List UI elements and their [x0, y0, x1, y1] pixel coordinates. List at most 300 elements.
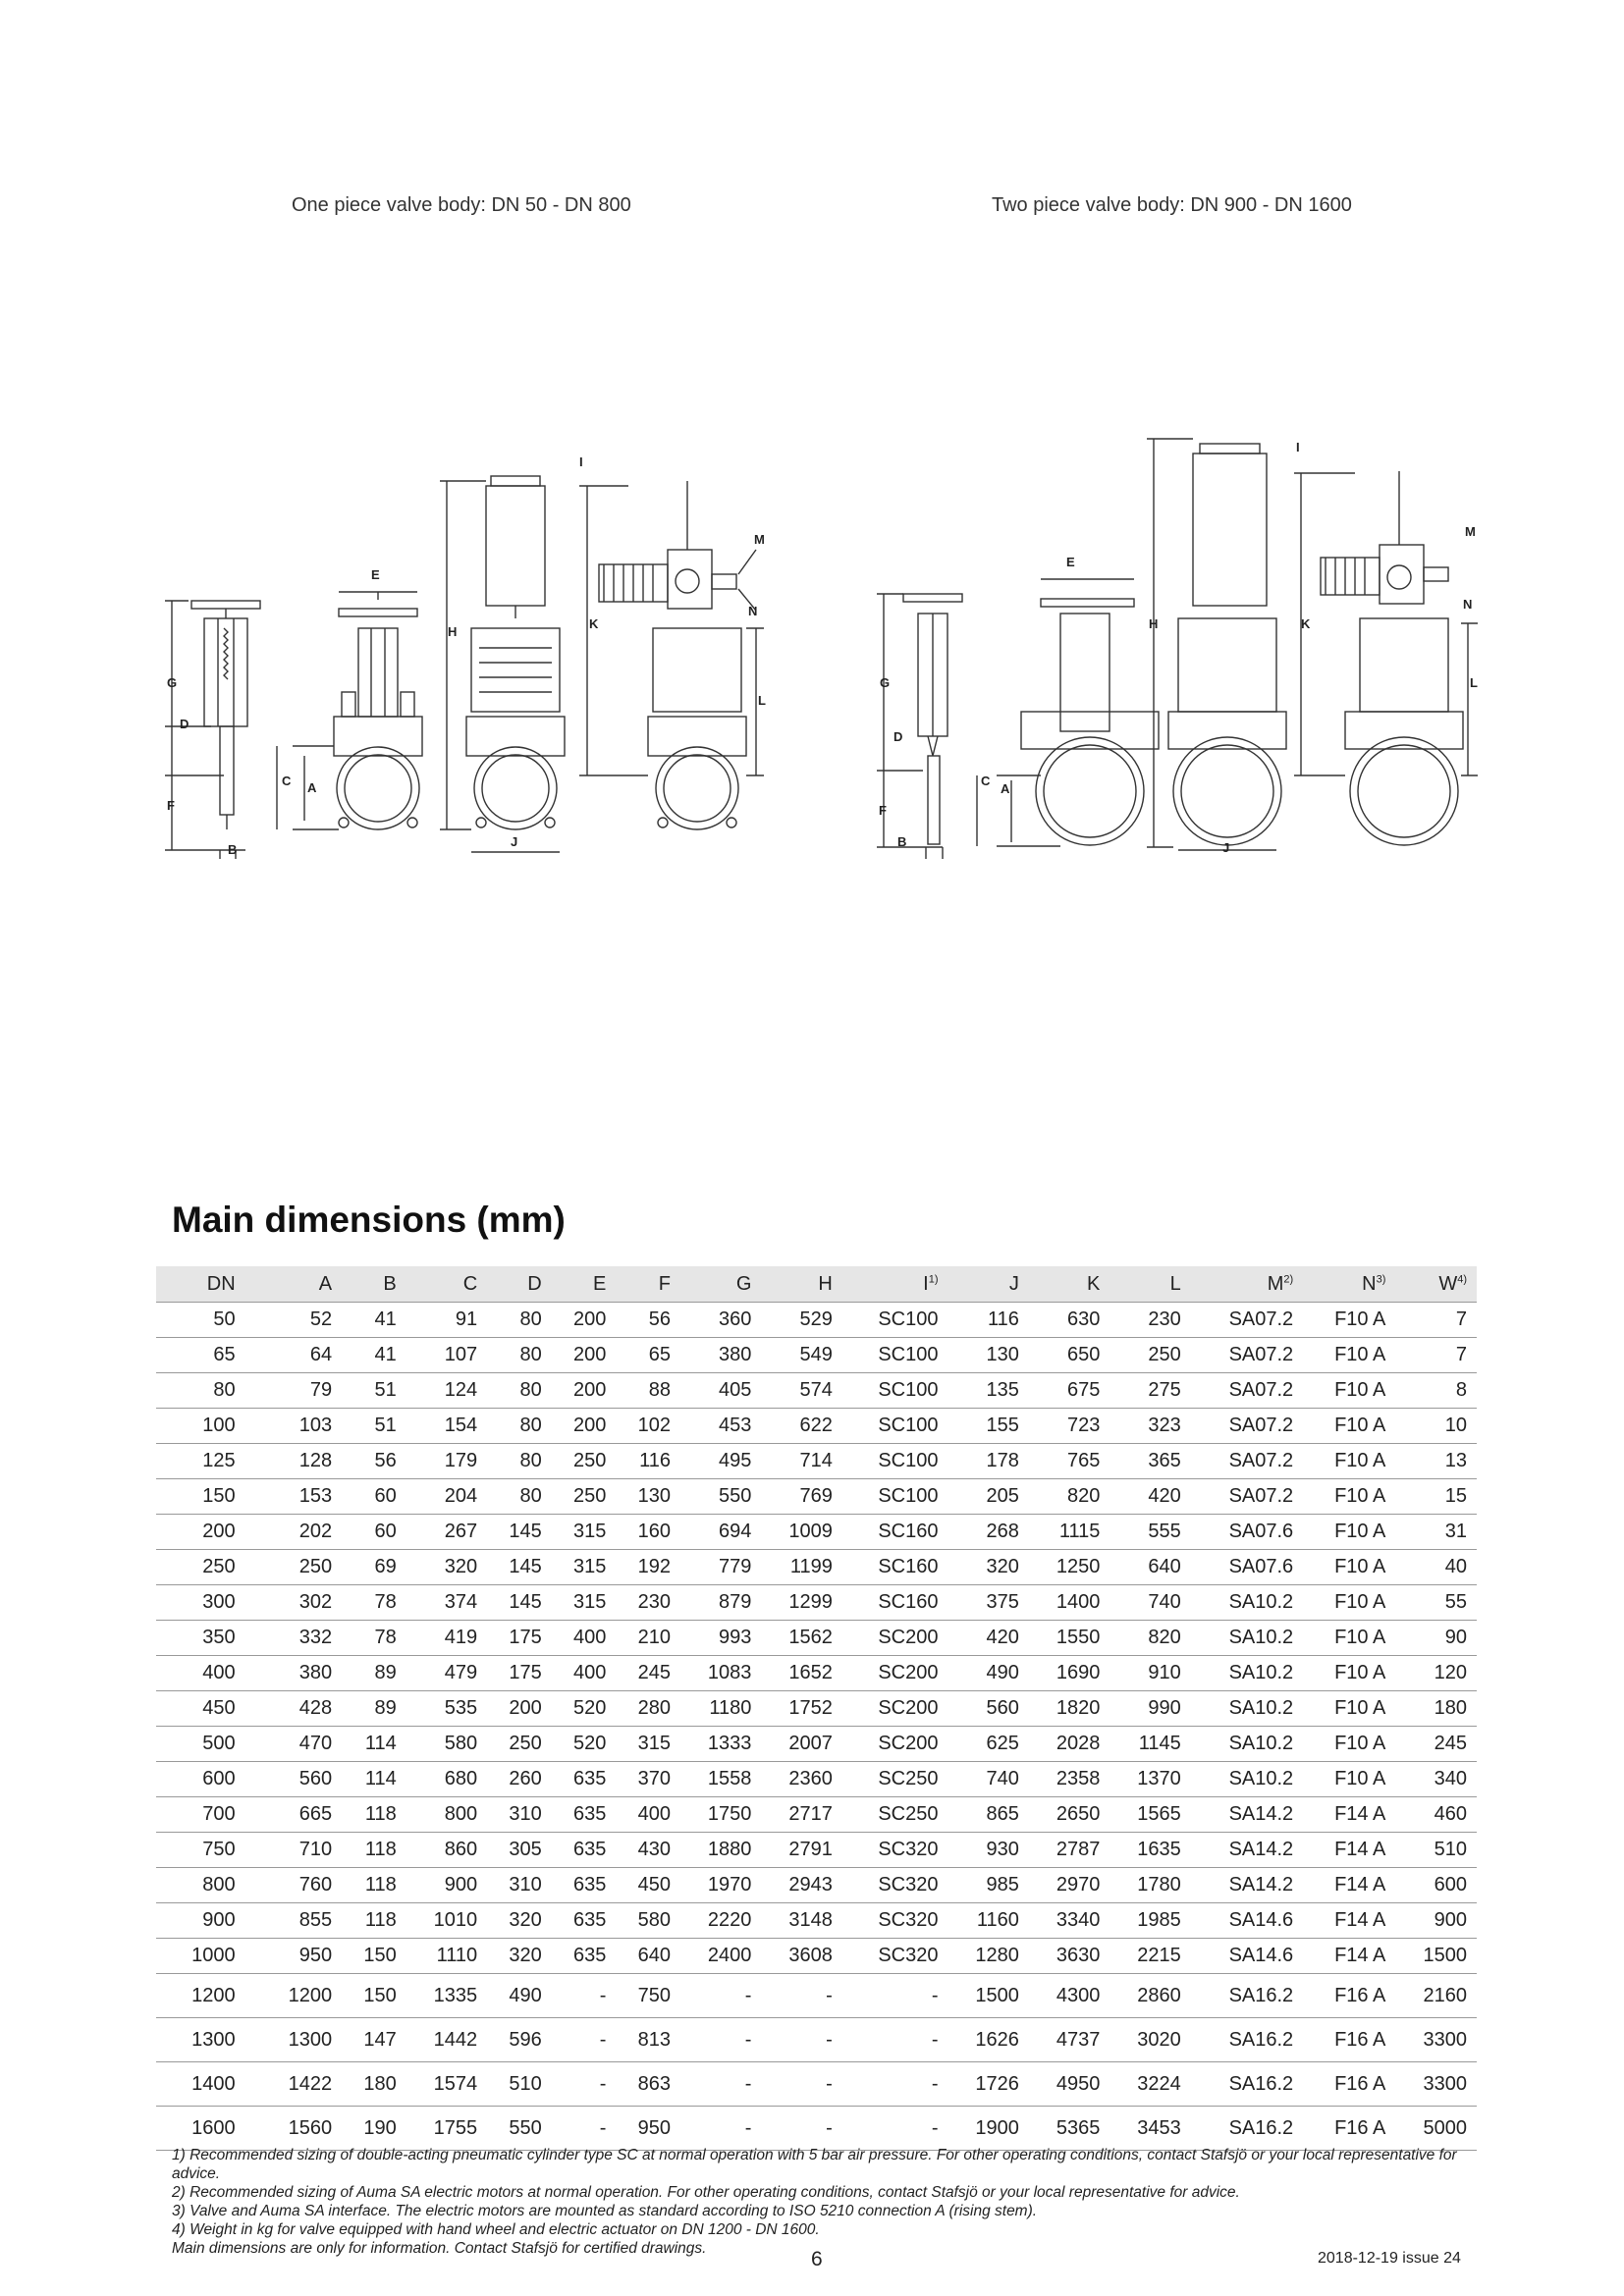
table-cell: 560: [947, 1691, 1028, 1727]
table-cell: 1200: [261, 1974, 342, 2018]
table-cell: 1280: [947, 1939, 1028, 1974]
front-view-electric: [579, 481, 764, 829]
table-row: [156, 1797, 1477, 1833]
table-cell: 950: [261, 1939, 342, 1974]
table-cell: SA07.6: [1191, 1550, 1303, 1585]
table-cell: 50: [156, 1303, 261, 1338]
table-cell: SA07.2: [1191, 1409, 1303, 1444]
column-header-i: $I^{1)}$: [923, 1272, 939, 1295]
column-header-w: $W^{4)}$: [1438, 1272, 1467, 1295]
table-cell: 245: [616, 1656, 680, 1691]
table-cell: 1752: [761, 1691, 841, 1727]
table-row: [156, 1621, 1477, 1656]
table-cell: 549: [761, 1338, 841, 1373]
table-cell: 80: [487, 1303, 552, 1338]
table-cell: -: [761, 2062, 841, 2107]
table-cell: 769: [761, 1479, 841, 1515]
table-cell: 118: [342, 1797, 406, 1833]
front-view-pneumatic: [440, 476, 565, 852]
table-cell: 150: [342, 1974, 406, 2018]
table-cell: 625: [947, 1727, 1028, 1762]
table-cell: 1750: [680, 1797, 761, 1833]
table-cell: 64: [261, 1338, 342, 1373]
table-cell: 3300: [1395, 2062, 1477, 2107]
caption-one-piece: One piece valve body: DN 50 - DN 800: [292, 194, 631, 216]
table-cell: 190: [342, 2107, 406, 2151]
table-cell: 80: [487, 1409, 552, 1444]
table-cell: 145: [487, 1515, 552, 1550]
table-cell: 179: [406, 1444, 487, 1479]
table-cell: 155: [947, 1409, 1028, 1444]
table-cell: 450: [616, 1868, 680, 1903]
table-cell: -: [842, 2107, 948, 2151]
table-cell: 5000: [1395, 2107, 1477, 2151]
footnote: 4) Weight in kg for valve equipped with hand wheel and electric actuator on DN 1200 - DN 1600.: [172, 2221, 820, 2238]
table-cell: SA10.2: [1191, 1656, 1303, 1691]
table-cell: F16 A: [1303, 2107, 1395, 2151]
table-cell: 250: [156, 1550, 261, 1585]
table-cell: SA10.2: [1191, 1727, 1303, 1762]
table-cell: 202: [261, 1515, 342, 1550]
table-cell: 419: [406, 1621, 487, 1656]
table-cell: 88: [616, 1373, 680, 1409]
table-cell: 267: [406, 1515, 487, 1550]
table-cell: 580: [406, 1727, 487, 1762]
table-cell: -: [680, 2018, 761, 2062]
table-cell: SC320: [842, 1903, 948, 1939]
table-row: [156, 2062, 1477, 2107]
table-cell: 3300: [1395, 2018, 1477, 2062]
table-cell: 400: [552, 1656, 617, 1691]
table-cell: 4737: [1029, 2018, 1110, 2062]
table-cell: 460: [1395, 1797, 1477, 1833]
svg-text:M: M: [1465, 524, 1476, 539]
table-cell: 2650: [1029, 1797, 1110, 1833]
svg-text:H: H: [448, 624, 458, 639]
table-cell: 420: [1110, 1479, 1190, 1515]
table-cell: 116: [947, 1303, 1028, 1338]
table-cell: 900: [406, 1868, 487, 1903]
table-cell: 479: [406, 1656, 487, 1691]
table-cell: 89: [342, 1691, 406, 1727]
table-cell: -: [552, 2018, 617, 2062]
table-cell: 260: [487, 1762, 552, 1797]
table-cell: 1550: [1029, 1621, 1110, 1656]
table-cell: 2860: [1110, 1974, 1190, 2018]
table-row: [156, 1585, 1477, 1621]
table-cell: SA16.2: [1191, 2107, 1303, 2151]
table-cell: 13: [1395, 1444, 1477, 1479]
column-header-c: C: [462, 1272, 478, 1295]
table-row: [156, 1515, 1477, 1550]
table-cell: 268: [947, 1515, 1028, 1550]
table-row: [156, 1550, 1477, 1585]
table-cell: 55: [1395, 1585, 1477, 1621]
table-cell: SC160: [842, 1515, 948, 1550]
table-cell: 52: [261, 1303, 342, 1338]
table-cell: 1820: [1029, 1691, 1110, 1727]
table-cell: -: [842, 1974, 948, 2018]
table-cell: 250: [1110, 1338, 1190, 1373]
column-header-g: G: [735, 1272, 752, 1295]
table-cell: SA16.2: [1191, 2062, 1303, 2107]
table-cell: 200: [156, 1515, 261, 1550]
table-cell: 60: [342, 1515, 406, 1550]
table-cell: SC250: [842, 1797, 948, 1833]
table-row: [156, 1479, 1477, 1515]
table-cell: 550: [487, 2107, 552, 2151]
table-row: [156, 1303, 1477, 1338]
table-cell: 204: [406, 1479, 487, 1515]
table-cell: SC200: [842, 1656, 948, 1691]
table-cell: 130: [947, 1338, 1028, 1373]
table-cell: 453: [680, 1409, 761, 1444]
table-cell: 900: [1395, 1903, 1477, 1939]
table-cell: 855: [261, 1903, 342, 1939]
table-cell: F10 A: [1303, 1727, 1395, 1762]
table-cell: 365: [1110, 1444, 1190, 1479]
table-cell: -: [761, 1974, 841, 2018]
table-cell: 150: [342, 1939, 406, 1974]
table-cell: 2970: [1029, 1868, 1110, 1903]
svg-text:H: H: [1149, 616, 1159, 631]
table-cell: 879: [680, 1585, 761, 1621]
table-cell: 340: [1395, 1762, 1477, 1797]
table-cell: 400: [616, 1797, 680, 1833]
table-cell: 1442: [406, 2018, 487, 2062]
table-cell: 4300: [1029, 1974, 1110, 2018]
table-cell: 635: [552, 1833, 617, 1868]
svg-text:C: C: [282, 774, 292, 788]
table-cell: 275: [1110, 1373, 1190, 1409]
table-cell: 640: [616, 1939, 680, 1974]
table-cell: 765: [1029, 1444, 1110, 1479]
footnote: 1) Recommended sizing of double-acting pneumatic cylinder type SC at normal operation with 5 bar air pressure. For other operating conditions, contact Stafsjö or your local representative for advice.: [172, 2147, 1457, 2182]
table-cell: 250: [487, 1727, 552, 1762]
table-cell: 1400: [1029, 1585, 1110, 1621]
table-cell: 114: [342, 1762, 406, 1797]
table-cell: 1160: [947, 1903, 1028, 1939]
table-cell: 1626: [947, 2018, 1028, 2062]
table-cell: 51: [342, 1373, 406, 1409]
table-cell: SA16.2: [1191, 2018, 1303, 2062]
table-cell: 80: [487, 1338, 552, 1373]
svg-text:N: N: [1463, 597, 1473, 612]
table-cell: F10 A: [1303, 1409, 1395, 1444]
table-cell: 1780: [1110, 1868, 1190, 1903]
table-cell: 990: [1110, 1691, 1190, 1727]
table-cell: 520: [552, 1727, 617, 1762]
column-header-h: H: [818, 1272, 833, 1295]
table-cell: 1180: [680, 1691, 761, 1727]
table-cell: 3148: [761, 1903, 841, 1939]
section-title: Main dimensions (mm): [172, 1200, 566, 1240]
table-cell: 175: [487, 1621, 552, 1656]
svg-text:D: D: [180, 717, 189, 731]
svg-text:M: M: [754, 532, 765, 547]
table-cell: 380: [261, 1656, 342, 1691]
table-cell: 118: [342, 1868, 406, 1903]
table-cell: -: [761, 2107, 841, 2151]
table-cell: 2943: [761, 1868, 841, 1903]
table-cell: F10 A: [1303, 1444, 1395, 1479]
caption-two-piece: Two piece valve body: DN 900 - DN 1600: [992, 194, 1352, 216]
table-cell: 315: [616, 1727, 680, 1762]
svg-text:C: C: [981, 774, 991, 788]
footnote: Main dimensions are only for information. Contact Stafsjö for certified drawings.: [172, 2240, 707, 2257]
table-cell: 2717: [761, 1797, 841, 1833]
dimensions-table: [156, 1266, 1477, 2151]
table-cell: SA16.2: [1191, 1974, 1303, 2018]
table-cell: F10 A: [1303, 1691, 1395, 1727]
svg-text:K: K: [1301, 616, 1311, 631]
table-cell: 750: [156, 1833, 261, 1868]
table-cell: 495: [680, 1444, 761, 1479]
table-cell: 863: [616, 2062, 680, 2107]
footnote: 3) Valve and Auma SA interface. The electric motors are mounted as standard according to ISO 5210 connection A (rising stem).: [172, 2203, 1038, 2219]
table-cell: 40: [1395, 1550, 1477, 1585]
table-cell: 80: [487, 1479, 552, 1515]
table-cell: 993: [680, 1621, 761, 1656]
column-header-n: $N^{3)}$: [1362, 1272, 1386, 1295]
table-cell: 200: [552, 1409, 617, 1444]
table-cell: 100: [156, 1409, 261, 1444]
table-cell: 320: [487, 1903, 552, 1939]
table-cell: F10 A: [1303, 1656, 1395, 1691]
table-cell: SA10.2: [1191, 1691, 1303, 1727]
table-cell: 107: [406, 1338, 487, 1373]
table-cell: -: [552, 2062, 617, 2107]
issue-date: 2018-12-19 issue 24: [1318, 2250, 1461, 2267]
table-cell: 205: [947, 1479, 1028, 1515]
svg-text:B: B: [228, 842, 238, 857]
table-cell: 630: [1029, 1303, 1110, 1338]
table-cell: F10 A: [1303, 1762, 1395, 1797]
table-cell: 250: [261, 1550, 342, 1585]
table-cell: 302: [261, 1585, 342, 1621]
table-cell: -: [552, 2107, 617, 2151]
table-cell: 80: [156, 1373, 261, 1409]
table-cell: 154: [406, 1409, 487, 1444]
table-cell: 650: [1029, 1338, 1110, 1373]
table-cell: 635: [552, 1797, 617, 1833]
table-cell: 210: [616, 1621, 680, 1656]
table-cell: 1422: [261, 2062, 342, 2107]
table-cell: 230: [1110, 1303, 1190, 1338]
table-row: [156, 1868, 1477, 1903]
table-cell: 860: [406, 1833, 487, 1868]
table-cell: 1110: [406, 1939, 487, 1974]
table-cell: SA07.2: [1191, 1303, 1303, 1338]
svg-text:K: K: [589, 616, 599, 631]
table-cell: F14 A: [1303, 1903, 1395, 1939]
table-cell: SA07.6: [1191, 1515, 1303, 1550]
table-cell: 600: [156, 1762, 261, 1797]
table-cell: 128: [261, 1444, 342, 1479]
table-cell: 10: [1395, 1409, 1477, 1444]
table-cell: 2007: [761, 1727, 841, 1762]
table-cell: 5365: [1029, 2107, 1110, 2151]
table-cell: SC100: [842, 1303, 948, 1338]
table-header-row: [156, 1266, 1477, 1303]
table-cell: 56: [616, 1303, 680, 1338]
table-cell: 1010: [406, 1903, 487, 1939]
table-cell: 400: [552, 1621, 617, 1656]
front-view-pneumatic-large: [1147, 439, 1286, 850]
table-cell: 1652: [761, 1656, 841, 1691]
table-cell: 120: [1395, 1656, 1477, 1691]
table-cell: F10 A: [1303, 1303, 1395, 1338]
table-cell: SC100: [842, 1409, 948, 1444]
table-cell: F10 A: [1303, 1585, 1395, 1621]
table-cell: 320: [406, 1550, 487, 1585]
table-cell: 1500: [1395, 1939, 1477, 1974]
table-cell: 310: [487, 1797, 552, 1833]
table-cell: 180: [342, 2062, 406, 2107]
table-cell: 665: [261, 1797, 342, 1833]
table-cell: 550: [680, 1479, 761, 1515]
table-cell: 150: [156, 1479, 261, 1515]
table-cell: 1562: [761, 1621, 841, 1656]
footnotes: [172, 2146, 1488, 2258]
table-cell: -: [680, 2062, 761, 2107]
table-cell: 580: [616, 1903, 680, 1939]
table-cell: SA14.6: [1191, 1903, 1303, 1939]
table-cell: 1690: [1029, 1656, 1110, 1691]
table-cell: 91: [406, 1303, 487, 1338]
table-cell: 1558: [680, 1762, 761, 1797]
table-cell: 7: [1395, 1338, 1477, 1373]
table-cell: 700: [156, 1797, 261, 1833]
column-header-a: A: [318, 1272, 333, 1295]
svg-text:E: E: [371, 567, 380, 582]
table-cell: 529: [761, 1303, 841, 1338]
table-cell: 1083: [680, 1656, 761, 1691]
table-cell: 574: [761, 1373, 841, 1409]
table-row: [156, 2107, 1477, 2151]
table-cell: 245: [1395, 1727, 1477, 1762]
table-cell: F16 A: [1303, 1974, 1395, 2018]
svg-text:D: D: [893, 729, 903, 744]
table-cell: 1755: [406, 2107, 487, 2151]
table-cell: 320: [487, 1939, 552, 1974]
svg-text:J: J: [1222, 840, 1230, 855]
table-cell: SC320: [842, 1833, 948, 1868]
table-row: [156, 1444, 1477, 1479]
table-cell: 124: [406, 1373, 487, 1409]
table-cell: SA07.2: [1191, 1444, 1303, 1479]
table-cell: 1370: [1110, 1762, 1190, 1797]
table-cell: 135: [947, 1373, 1028, 1409]
table-cell: 78: [342, 1621, 406, 1656]
table-cell: 320: [947, 1550, 1028, 1585]
svg-text:A: A: [1001, 781, 1010, 796]
table-cell: 305: [487, 1833, 552, 1868]
table-cell: 8: [1395, 1373, 1477, 1409]
table-cell: 1635: [1110, 1833, 1190, 1868]
table-cell: 2215: [1110, 1939, 1190, 1974]
table-cell: SC200: [842, 1621, 948, 1656]
table-cell: 820: [1029, 1479, 1110, 1515]
table-cell: 950: [616, 2107, 680, 2151]
table-cell: 622: [761, 1409, 841, 1444]
valve-drawings: [0, 0, 1624, 883]
svg-text:F: F: [879, 803, 887, 818]
table-cell: 1500: [947, 1974, 1028, 2018]
svg-text:F: F: [167, 798, 175, 813]
svg-text:B: B: [897, 834, 907, 849]
table-cell: 428: [261, 1691, 342, 1727]
table-cell: 490: [487, 1974, 552, 2018]
table-cell: 114: [342, 1727, 406, 1762]
table-cell: 200: [552, 1373, 617, 1409]
table-cell: 500: [156, 1727, 261, 1762]
table-cell: 4950: [1029, 2062, 1110, 2107]
table-cell: 332: [261, 1621, 342, 1656]
table-row: [156, 1373, 1477, 1409]
table-cell: 15: [1395, 1479, 1477, 1515]
footnote: 2) Recommended sizing of Auma SA electric motors at normal operation. For other operating conditions, contact Stafsjö or your local representative for advice.: [172, 2184, 1240, 2201]
table-cell: SA10.2: [1191, 1762, 1303, 1797]
column-header-f: F: [658, 1272, 671, 1295]
table-cell: 1600: [156, 2107, 261, 2151]
column-header-e: E: [593, 1272, 607, 1295]
table-cell: -: [680, 1974, 761, 2018]
table-cell: SA07.2: [1191, 1373, 1303, 1409]
table-cell: 560: [261, 1762, 342, 1797]
table-cell: 1300: [261, 2018, 342, 2062]
table-cell: F10 A: [1303, 1373, 1395, 1409]
table-cell: 153: [261, 1479, 342, 1515]
table-cell: 374: [406, 1585, 487, 1621]
table-cell: 80: [487, 1444, 552, 1479]
table-cell: 510: [487, 2062, 552, 2107]
table-cell: 145: [487, 1550, 552, 1585]
table-cell: 3630: [1029, 1939, 1110, 1974]
table-cell: SA10.2: [1191, 1621, 1303, 1656]
table-cell: 300: [156, 1585, 261, 1621]
table-cell: 3340: [1029, 1903, 1110, 1939]
table-cell: 930: [947, 1833, 1028, 1868]
table-cell: 900: [156, 1903, 261, 1939]
table-cell: 90: [1395, 1621, 1477, 1656]
page-number: 6: [811, 2248, 823, 2270]
table-cell: 640: [1110, 1550, 1190, 1585]
table-row: [156, 1338, 1477, 1373]
table-cell: 1009: [761, 1515, 841, 1550]
table-cell: 3453: [1110, 2107, 1190, 2151]
table-cell: 723: [1029, 1409, 1110, 1444]
table-cell: 800: [156, 1868, 261, 1903]
table-cell: 89: [342, 1656, 406, 1691]
table-cell: 760: [261, 1868, 342, 1903]
table-cell: 635: [552, 1762, 617, 1797]
table-cell: 1400: [156, 2062, 261, 2107]
table-cell: 1115: [1029, 1515, 1110, 1550]
table-cell: 1200: [156, 1974, 261, 2018]
column-header-d: D: [527, 1272, 542, 1295]
table-row: [156, 1974, 1477, 2018]
column-header-j: J: [1008, 1272, 1019, 1295]
table-cell: 510: [1395, 1833, 1477, 1868]
table-cell: 118: [342, 1833, 406, 1868]
table-cell: 596: [487, 2018, 552, 2062]
table-cell: 65: [156, 1338, 261, 1373]
table-cell: 310: [487, 1868, 552, 1903]
table-row: [156, 1939, 1477, 1974]
table-cell: 3608: [761, 1939, 841, 1974]
table-cell: 315: [552, 1550, 617, 1585]
